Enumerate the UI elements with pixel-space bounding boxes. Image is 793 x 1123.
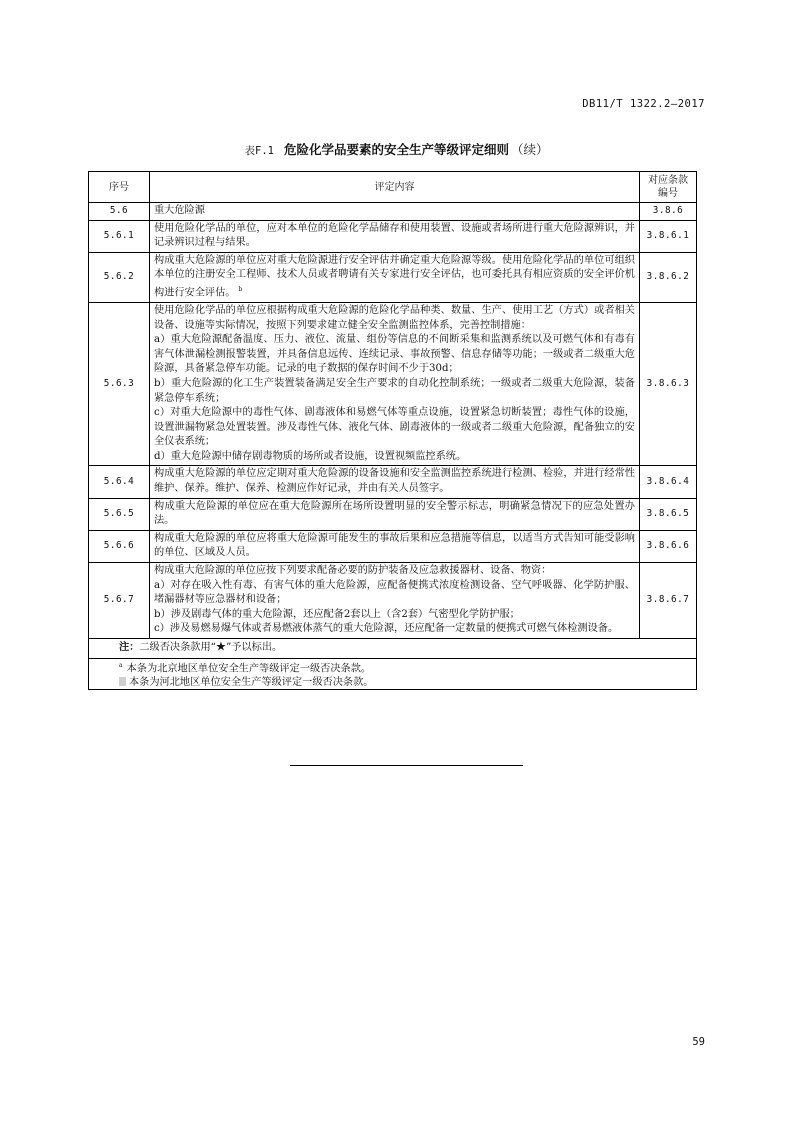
table-row [89,563,697,639]
footnote-a [119,659,692,676]
row-reference: 3.8.6.2 [640,252,697,302]
table-note [89,639,697,659]
row-content [150,498,640,530]
document-code: DB11/T 1322.2—2017 [582,98,705,110]
content-line [154,500,635,529]
table-body [89,203,697,639]
table-row [89,466,697,498]
content-line [154,467,635,496]
row-reference: 3.8.6.3 [640,302,697,466]
content-text: c）涉及易燃易爆气体或者易燃液体蒸气的重大危险源，还应配备一定数量的便携式可燃气体检测设备。 [154,623,619,635]
row-reference: 3.8.6.5 [640,498,697,530]
table-row [89,252,697,302]
row-number: 5.6.7 [89,563,150,639]
content-line [154,532,635,561]
content-text: 构成重大危险源的单位应按下列要求配备必要的防护装备及应急救援器材、设备、物资： [154,565,552,577]
row-reference: 3.8.6.1 [640,220,697,252]
content-line [154,564,635,579]
row-number: 5.6.4 [89,466,150,498]
table-name: 危险化学品要素的安全生产等级评定细则 [283,142,509,157]
row-number: 5.6.2 [89,252,150,302]
row-reference: 3.8.6.6 [640,530,697,562]
table-number: 表F.1 [244,145,274,157]
content-text: 构成重大危险源的单位应对重大危险源进行安全评估并确定重大危险源等级。使用危险化学品的单位可组织本单位的注册安全工程师、技术人员或者聘请有关专家进行安全评估，也可委托具有相应资质的安全评价机构进行安全评估。 [154,254,635,299]
footnote-mark: a [119,661,123,669]
row-content [150,530,640,562]
content-text: d）重大危险源中储存剧毒物质的场所或者设施，设置视频监控系统。 [154,450,467,462]
column-header-content: 评定内容 [150,172,640,203]
content-line [154,377,635,406]
content-text: 重大危险源 [154,205,205,216]
content-line [154,406,635,450]
row-reference: 3.8.6 [640,203,697,221]
row-content [150,563,640,639]
table-row [89,220,697,252]
column-header-no: 序号 [89,172,150,203]
row-number: 5.6.5 [89,498,150,530]
footnote-text: 本条为北京地区单位安全生产等级评定一级否决条款。 [126,663,372,674]
row-reference: 3.8.6.7 [640,563,697,639]
table-header-row [89,172,697,203]
row-number: 5.6.3 [89,302,150,466]
content-line [154,450,635,465]
table-footnotes [89,658,697,689]
content-text: 使用危险化学品的单位应根据构成重大危险源的危险化学品种类、数量、生产、使用工艺（方式）或者相关设备、设施等实际情况，按照下列要求建立健全安全监测监控体系，完善控制措施： [154,304,635,331]
table-row [89,498,697,530]
assessment-table [88,171,697,690]
table-footnote-row [89,658,697,689]
content-line [154,622,635,637]
row-content [150,220,640,252]
content-text: a）对存在吸入性有毒、有害气体的重大危险源，应配备便携式浓度检测设备、空气呼吸器、化学防护服、堵漏器材等应急器材和设备； [154,579,635,606]
content-text: 使用危险化学品的单位，应对本单位的危险化学品储存和使用装置、设施或者场所进行重大危险源辨识，并记录辨识过程与结果。 [154,222,635,249]
row-content [150,252,640,302]
content-line [154,333,635,377]
table-continued: （续） [510,142,549,157]
page-number: 59 [692,1036,705,1048]
note-label: 注： [119,642,140,654]
end-rule [290,765,523,766]
footnote-text: 本条为河北地区单位安全生产等级评定一级否决条款。 [129,676,374,688]
content-text: 构成重大危险源的单位应在重大危险源所在场所设置明显的安全警示标志，明确紧急情况下的应急处置办法。 [154,500,635,527]
content-line [154,254,635,301]
content-text: b）涉及剧毒气体的重大危险源，还应配备2套以上（含2套）气密型化学防护服； [154,608,520,620]
content-text: c）对重大危险源中的毒性气体、剧毒液体和易燃气体等重点设施，设置紧急切断装置；毒性气体的设施，设置泄漏物紧急处置装置。涉及毒性气体、液化气体、剧毒液体的一级或者二级重大危险源，配备独立的安全仪表系统； [154,407,635,448]
table-row [89,302,697,466]
table-row [89,530,697,562]
content-line [154,304,635,333]
content-text: 构成重大危险源的单位应将重大危险源可能发生的事故后果和应急措施等信息，以适当方式告知可能受影响的单位、区域及人员。 [154,532,635,559]
row-number: 5.6 [89,203,150,221]
content-line [154,204,635,219]
content-text: a）重大危险源配备温度、压力、液位、流量、组份等信息的不间断采集和监测系统以及可燃气体和有毒有害气体泄漏检测报警装置，并具备信息远传、连续记录、事故预警、信息存储等功能；一级或者二级重大危险源，具备紧急停车功能。记录的电子数据的保存时间不少于30d； [154,334,635,375]
table-note-row [89,639,697,659]
row-content [150,302,640,466]
table-title [0,140,793,158]
content-line [154,579,635,608]
content-text: 构成重大危险源的单位应定期对重大危险源的设备设施和安全监测监控系统进行检测、检验，并进行经常性维护、保养。维护、保养、检测应作好记录，并由有关人员签字。 [154,468,635,495]
table-row [89,203,697,221]
row-reference: 3.8.6.4 [640,466,697,498]
row-number: 5.6.6 [89,530,150,562]
content-line [154,222,635,251]
row-number: 5.6.1 [89,220,150,252]
row-content [150,466,640,498]
column-header-ref: 对应条款编号 [640,172,697,203]
content-line [154,608,635,623]
row-content [150,203,640,221]
footnote-reference: b [238,285,243,293]
footnote-b [119,676,692,690]
content-text: b）重大危险源的化工生产装置装备满足安全生产要求的自动化控制系统；一级或者二级重大危险源，装备紧急停车系统； [154,377,635,404]
highlight-mark [119,677,126,686]
note-text: 二级否决条款用“★”予以标出。 [139,642,283,654]
